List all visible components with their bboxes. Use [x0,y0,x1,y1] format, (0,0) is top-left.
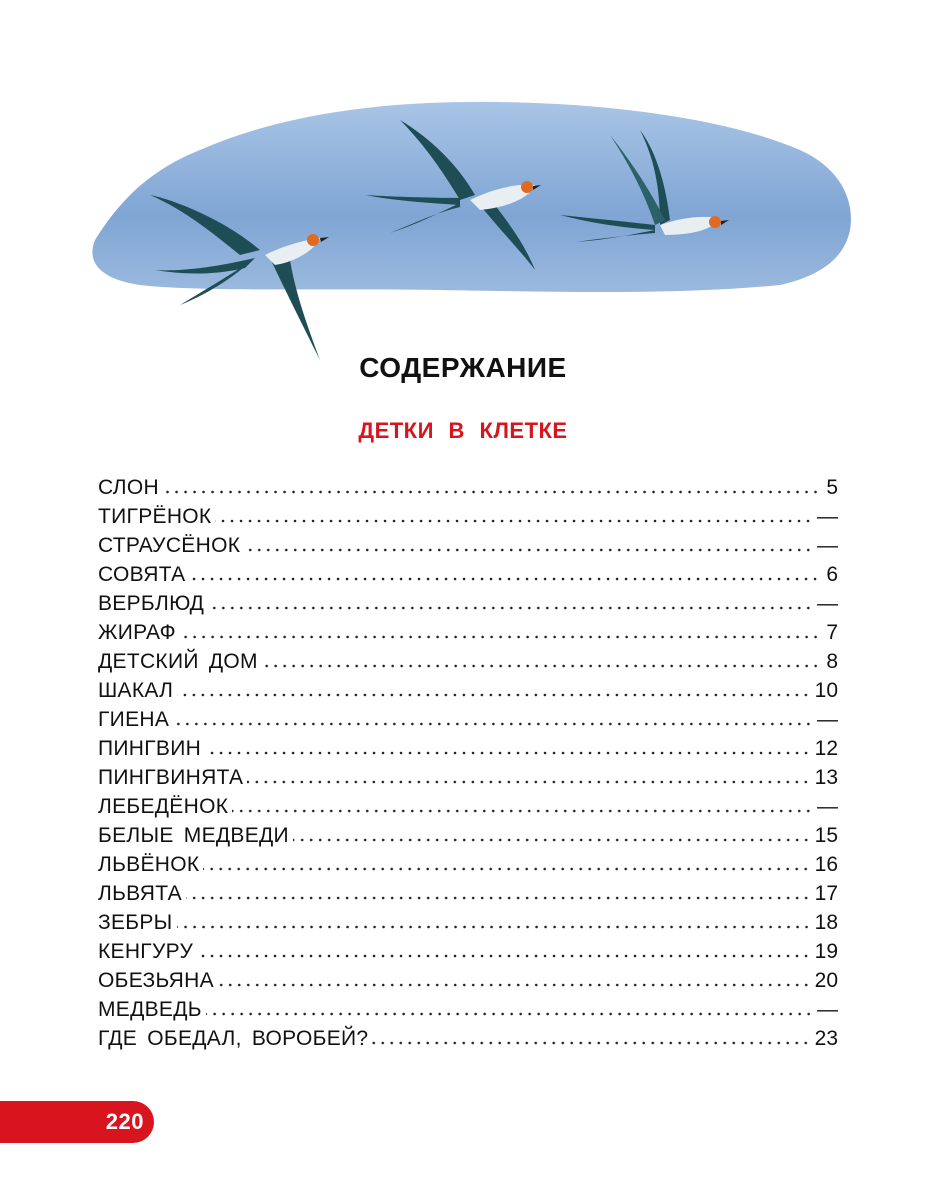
toc-entry-page: 5 [826,476,838,499]
toc-dot-leader [203,867,810,871]
toc-entry [98,500,838,529]
toc-entry [98,761,838,790]
toc-entry-title: МЕДВЕДЬ [98,998,202,1021]
toc-entry-page: 15 [814,824,838,847]
toc-entry-page: 10 [814,679,838,702]
toc-entry [98,790,838,819]
toc-entry [98,645,838,674]
toc-entry-title: БЕЛЫЕ МЕДВЕДИ [98,824,289,847]
toc-entry-page: 16 [814,853,838,876]
toc-entry-page: 20 [814,969,838,992]
toc-dot-leader [244,548,813,552]
toc-entry-title: ЛЬВЯТА [98,882,182,905]
toc-dot-leader [197,954,811,958]
toc-entry-title: СОВЯТА [98,563,186,586]
toc-dot-leader [206,1012,813,1016]
toc-entry-title: ОБЕЗЬЯНА [98,969,214,992]
toc-dot-leader [372,1041,810,1045]
toc-entry-title: ШАКАЛ [98,679,174,702]
toc-dot-leader [177,693,810,697]
page-number: 220 [105,1109,144,1134]
toc-dot-leader [180,635,820,639]
toc-entry [98,906,838,935]
toc-entry [98,935,838,964]
toc-entry [98,964,838,993]
toc-entry-page: 13 [814,766,838,789]
toc-entry [98,848,838,877]
toc-entry-title: ЛЕБЕДЁНОК [98,795,229,818]
toc-entry-page: 7 [826,621,838,644]
toc-entry-page: 12 [814,737,838,760]
toc-entry-page: 17 [814,882,838,905]
toc-dot-leader [218,983,811,987]
toc-entry-page: 19 [814,940,838,963]
toc-entry-title: ГДЕ ОБЕДАЛ, ВОРОБЕЙ? [98,1027,369,1050]
toc-entry-title: ПИНГВИН [98,737,202,760]
toc-dot-leader [232,809,813,813]
toc-entry-page: 18 [814,911,838,934]
toc-entry-page: 23 [814,1027,838,1050]
toc-entry-title: ВЕРБЛЮД [98,592,205,615]
toc-entry-page: — [817,708,838,731]
toc-entry [98,674,838,703]
toc-entry-page: — [817,795,838,818]
section-title: ДЕТКИ В КЛЕТКЕ [358,418,568,443]
toc-entry [98,732,838,761]
toc-entry-page: 6 [826,563,838,586]
table-of-contents [98,471,838,1051]
toc-entry-page: — [817,534,838,557]
toc-entry-title: СТРАУСЁНОК [98,534,241,557]
sky-background [92,102,851,292]
page-number-tab [0,1101,154,1143]
toc-entry [98,993,838,1022]
toc-entry [98,616,838,645]
swallows-in-sky-illustration [80,80,860,370]
toc-entry-title: ЗЕБРЫ [98,911,173,934]
toc-entry-title: СЛОН [98,476,159,499]
toc-dot-leader [215,519,813,523]
toc-entry-title: ДЕТСКИЙ ДОМ [98,650,258,673]
toc-entry-page: — [817,998,838,1021]
toc-dot-leader [163,490,820,494]
toc-dot-leader [247,780,810,784]
toc-dot-leader [186,896,811,900]
toc-entry-page: 8 [826,650,838,673]
toc-dot-leader [173,722,813,726]
page-title: СОДЕРЖАНИЕ [359,352,567,383]
toc-entry-title: ГИЕНА [98,708,170,731]
toc-entry [98,558,838,587]
toc-dot-leader [262,664,820,668]
toc-entry-title: ЖИРАФ [98,621,176,644]
toc-dot-leader [208,606,813,610]
toc-entry-title: ЛЬВЁНОК [98,853,200,876]
toc-entry [98,877,838,906]
toc-entry [98,703,838,732]
toc-entry [98,587,838,616]
toc-dot-leader [189,577,820,581]
toc-entry-page: — [817,592,838,615]
toc-entry-title: ПИНГВИНЯТА [98,766,244,789]
toc-entry-page: — [817,505,838,528]
toc-entry [98,819,838,848]
toc-entry-title: ТИГРЁНОК [98,505,212,528]
toc-entry-title: КЕНГУРУ [98,940,194,963]
toc-dot-leader [177,925,811,929]
toc-dot-leader [205,751,811,755]
toc-entry [98,529,838,558]
toc-dot-leader [293,838,811,842]
toc-entry [98,1022,838,1051]
toc-entry [98,471,838,500]
